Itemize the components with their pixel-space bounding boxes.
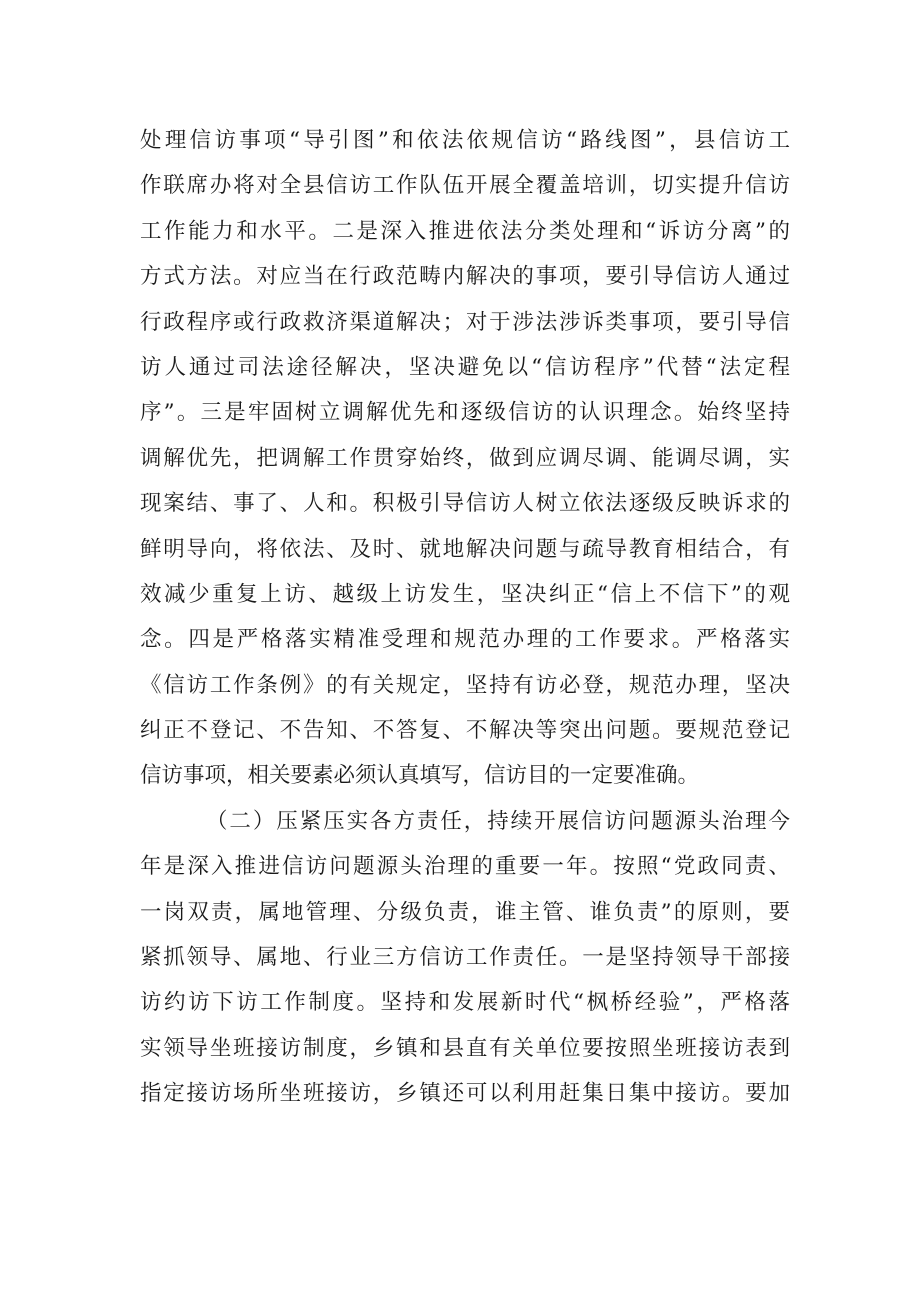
text-line: 效减少重复上访、越级上访发生，坚决纠正“信上不信下”的观: [140, 581, 790, 607]
text-line: 《信访工作条例》的有关规定，坚持有访必登，规范办理，坚决: [140, 672, 790, 698]
text-line: 访约访下访工作制度。坚持和发展新时代“枫桥经验”，严格落: [140, 990, 790, 1016]
text-line: 处理信访事项“导引图”和依法依规信访“路线图”，县信访工: [140, 128, 790, 153]
text-line: 工作能力和水平。二是深入推进依法分类处理和“诉访分离”的: [140, 218, 790, 244]
text-line: 作联席办将对全县信访工作队伍开展全覆盖培训，切实提升信访: [140, 173, 790, 199]
text-line: 一岗双责，属地管理、分级负责，谁主管、谁负责”的原则，要: [140, 899, 790, 925]
text-line: 访人通过司法途径解决，坚决避免以“信访程序”代替“法定程: [140, 354, 790, 380]
paragraph-end-line: 信访事项，相关要素必须认真填写，信访目的一定要准确。: [140, 763, 700, 789]
body-text: [140, 118, 790, 1117]
text-line: 鲜明导向，将依法、及时、就地解决问题与疏导教育相结合，有: [140, 536, 790, 562]
text-line: 紧抓领导、属地、行业三方信访工作责任。一是坚持领导干部接: [140, 945, 790, 971]
text-line: 纠正不登记、不告知、不答复、不解决等突出问题。要规范登记: [140, 718, 790, 744]
text-line: 现案结、事了、人和。积极引导信访人树立依法逐级反映诉求的: [140, 491, 790, 517]
text-line: 实领导坐班接访制度，乡镇和县直有关单位要按照坐班接访表到: [140, 1035, 790, 1061]
text-line: 念。四是严格落实精准受理和规范办理的工作要求。严格落实: [140, 627, 790, 653]
text-line: 行政程序或行政救济渠道解决；对于涉法涉诉类事项，要引导信: [140, 309, 790, 335]
section-heading-line: （二）压紧压实各方责任，持续开展信访问题源头治理今: [206, 808, 790, 834]
text-line: 指定接访场所坐班接访，乡镇还可以利用赶集日集中接访。要加: [140, 1081, 790, 1107]
text-line: 年是深入推进信访问题源头治理的重要一年。按照“党政同责、: [140, 854, 790, 880]
text-line: 序”。三是牢固树立调解优先和逐级信访的认识理念。始终坚持: [140, 400, 790, 426]
text-line: 调解优先，把调解工作贯穿始终，做到应调尽调、能调尽调，实: [140, 445, 790, 471]
text-line: 方式方法。对应当在行政范畴内解决的事项，要引导信访人通过: [140, 264, 790, 290]
